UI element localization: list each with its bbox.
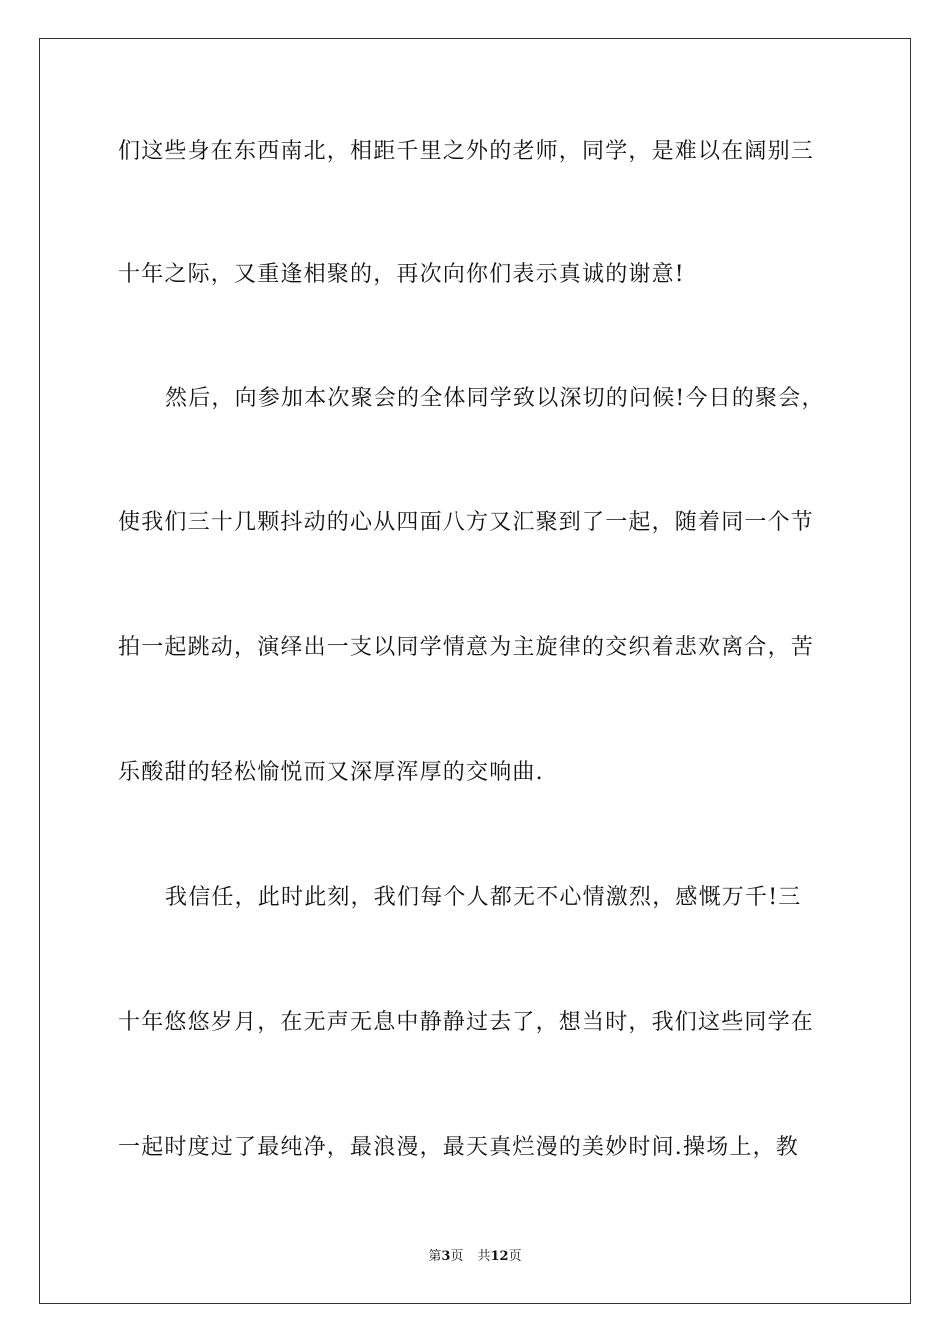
- page-footer: [0, 1248, 950, 1266]
- text-line-7: 我信任，此时此刻，我们每个人都无不心情激烈，感慨万千!三: [165, 885, 802, 910]
- text-line-3: 然后，向参加本次聚会的全体同学致以深切的问候!今日的聚会，: [165, 386, 825, 411]
- total-suffix: 页: [508, 1249, 522, 1264]
- text-line-8: 十年悠悠岁月，在无声无息中静静过去了，想当时，我们这些同学在: [118, 1010, 815, 1035]
- text-line-1: 们这些身在东西南北，相距千里之外的老师，同学，是难以在阔别三: [118, 139, 815, 164]
- page-suffix: 页: [450, 1249, 464, 1264]
- text-line-4: 使我们三十几颗抖动的心从四面八方又汇聚到了一起，随着同一个节: [118, 510, 815, 535]
- text-line-2: 十年之际，又重逢相聚的，再次向你们表示真诚的谢意!: [118, 262, 685, 287]
- page-number: 3: [441, 1249, 451, 1264]
- page-prefix: 第: [428, 1249, 442, 1264]
- page-border: [39, 38, 911, 1304]
- total-prefix: 共: [477, 1249, 491, 1264]
- text-line-9: 一起时度过了最纯净，最浪漫，最天真烂漫的美妙时间.操场上，教: [118, 1135, 799, 1160]
- text-line-6: 乐酸甜的轻松愉悦而又深厚浑厚的交响曲.: [118, 760, 544, 785]
- text-line-5: 拍一起跳动，演绎出一支以同学情意为主旋律的交织着悲欢离合，苦: [118, 635, 815, 660]
- total-pages: 12: [490, 1249, 509, 1264]
